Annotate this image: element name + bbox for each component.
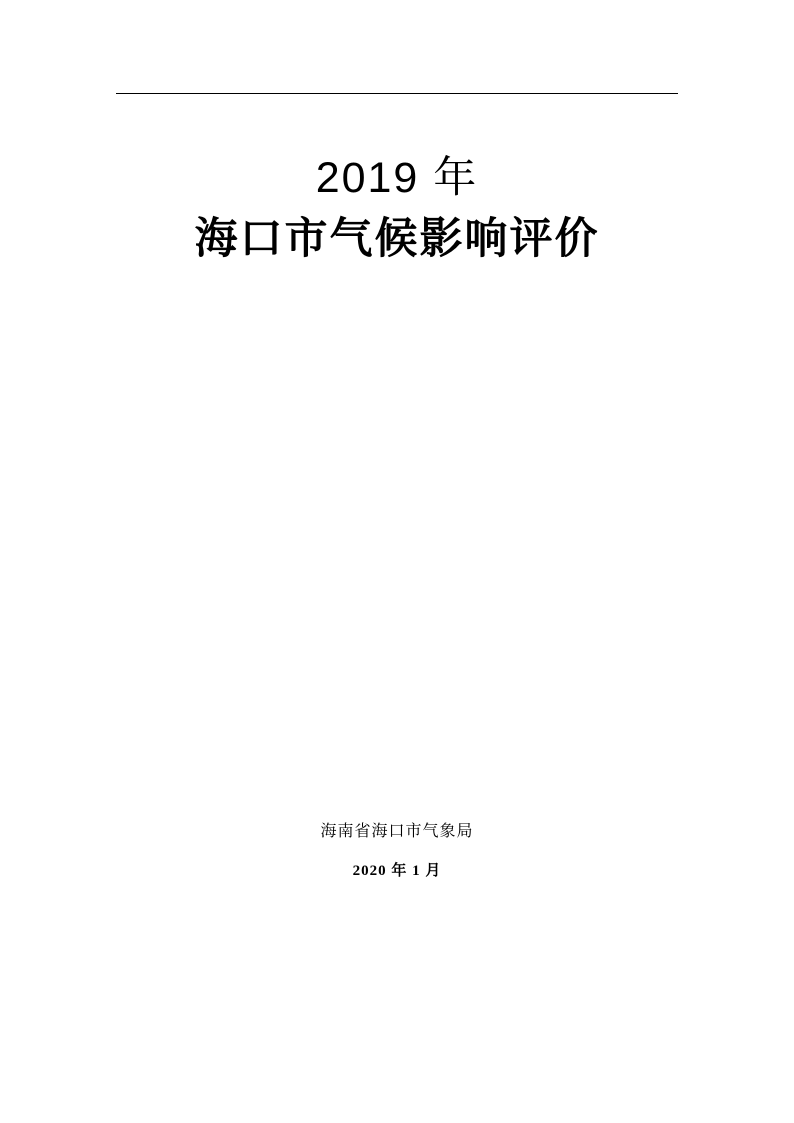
title-main: 海口市气候影响评价 — [194, 215, 600, 263]
cover-footer-block — [0, 818, 794, 886]
issuing-organization: 海南省海口市气象局 — [320, 823, 474, 840]
header-divider — [116, 93, 678, 94]
title-year: 2019 年 — [315, 154, 479, 202]
issue-date: 2020 年 1 月 — [352, 863, 442, 879]
cover-title-block — [0, 148, 794, 270]
